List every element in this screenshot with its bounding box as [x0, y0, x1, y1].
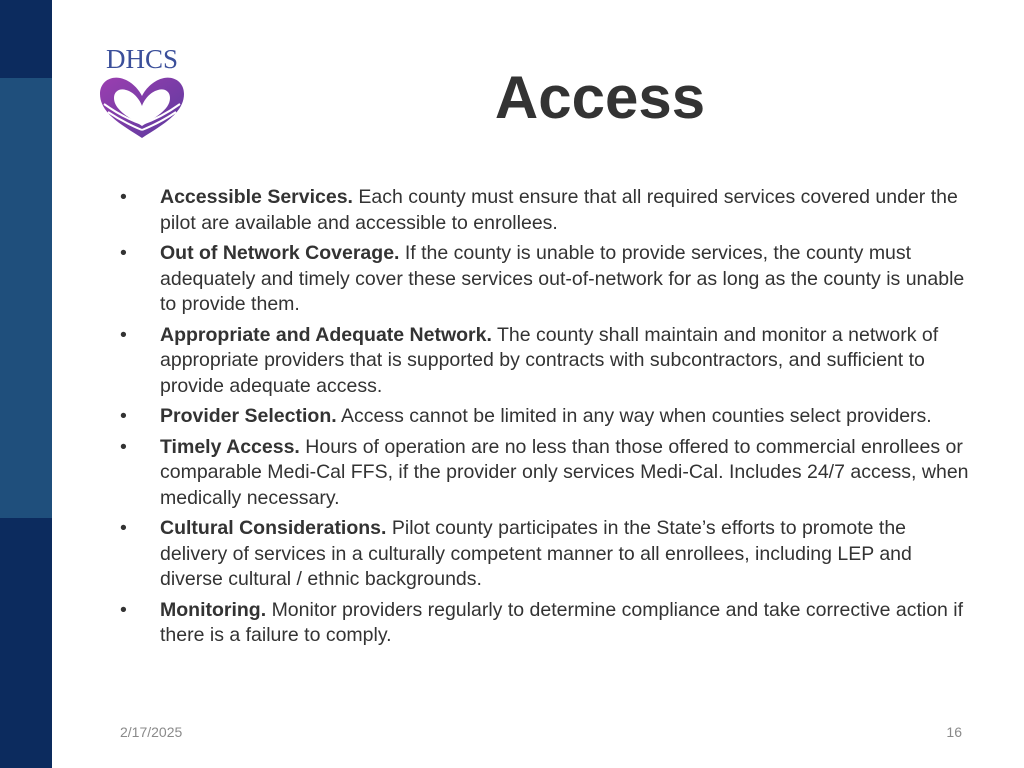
- sidebar-segment-bottom: [0, 518, 52, 768]
- bullet-item: [118, 323, 978, 400]
- bullet-text: Each county must ensure that all required services covered under the pilot are available and accessible to enrollees.: [160, 186, 958, 234]
- logo-text: DHCS: [105, 44, 179, 74]
- dhcs-logo: [92, 44, 192, 144]
- heart-hands-icon: [94, 74, 190, 140]
- bullet-marker: •: [120, 405, 127, 427]
- sidebar-segment-top: [0, 0, 52, 78]
- bullet-heading: Timely Access.: [160, 435, 300, 458]
- bullet-heading: Out of Network Coverage.: [160, 242, 400, 264]
- bullet-marker: •: [120, 186, 127, 208]
- bullet-text: Monitor providers regularly to determine compliance and take corrective action if there is a failure to comply.: [160, 598, 964, 646]
- bullet-item: [118, 598, 978, 649]
- page-number: 16: [946, 724, 962, 740]
- bullet-marker: •: [120, 517, 127, 539]
- bullet-heading: Appropriate and Adequate Network.: [160, 323, 492, 346]
- bullet-heading: Provider Selection.: [160, 405, 337, 427]
- bullet-item: [118, 404, 978, 430]
- bullet-text: Access cannot be limited in any way when counties select providers.: [341, 405, 932, 427]
- bullet-marker: •: [120, 598, 127, 621]
- bullet-item: [118, 435, 978, 512]
- bullet-heading: Cultural Considerations.: [160, 517, 387, 539]
- bullet-text: The county shall maintain and monitor a network of appropriate providers that is supported by contracts with subcontractors, and sufficient to provide adequate access.: [160, 323, 939, 397]
- bullet-heading: Monitoring.: [160, 598, 267, 621]
- slide-title: Access: [494, 64, 706, 131]
- bullet-text: Pilot county participates in the State’s efforts to promote the delivery of services in a culturally competent manner to all enrollees, including LEP and diverse cultural / ethnic backgrounds.: [160, 517, 912, 590]
- footer-date: 2/17/2025: [120, 724, 183, 740]
- bullet-item: [118, 185, 978, 236]
- bullet-item: [118, 516, 978, 593]
- left-sidebar-bar: [0, 0, 52, 768]
- bullet-marker: •: [120, 242, 127, 264]
- bullet-text: If the county is unable to provide services, the county must adequately and timely cover these services out-of-network for as long as the county is unable to provide them.: [160, 242, 965, 315]
- bullet-text: Hours of operation are no less than those offered to commercial enrollees or comparable Medi-Cal FFS, if the provider only services Medi-Cal. Includes 24/7 access, when medically necessary.: [160, 435, 969, 509]
- bullet-heading: Accessible Services.: [160, 186, 353, 208]
- sidebar-segment-middle: [0, 78, 52, 518]
- bullet-item: [118, 241, 978, 318]
- bullet-list: [118, 185, 978, 654]
- bullet-marker: •: [120, 323, 127, 346]
- bullet-marker: •: [120, 435, 127, 458]
